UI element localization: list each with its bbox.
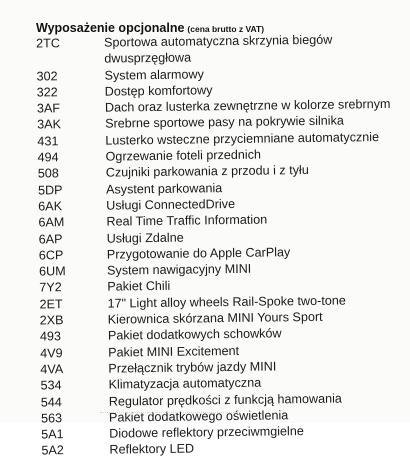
faded-bottom-text [100,412,240,419]
option-description: Ogrzewanie foteli przednich [105,147,262,164]
option-description: Kierownica skórzana MINI Yours Sport [107,309,323,327]
option-code: 322 [36,85,58,100]
option-code: 6UM [38,264,66,279]
option-description: Regulator prędkości z funkcją hamowania [108,391,342,409]
option-code: 563 [40,411,63,426]
option-code: 5A2 [41,443,64,458]
option-description: Usługi ConnectedDrive [106,196,236,213]
option-description: Dach oraz lusterka zewnętrzne w kolorze srebrnym [104,97,391,115]
option-description: System nawigacyjny MINI [106,261,252,278]
option-code: 544 [40,394,62,410]
option-description: Pakiet dodatkowego oświetlenia [108,408,289,425]
option-code: 431 [37,134,59,149]
option-code: 6AP [38,231,63,247]
option-code: 4V9 [40,345,63,361]
option-code: 534 [40,378,62,393]
option-description: Reflektory LED [109,441,195,458]
option-code: 302 [36,68,58,84]
option-code: 494 [37,150,59,165]
option-description: Dostęp komfortowy [104,83,213,99]
option-description: Czujniki parkowania z przodu i z tyłu [105,163,309,181]
option-description: Srebrne sportowe pasy na pokrywie silnika [105,113,344,132]
option-code: 5A1 [41,427,64,442]
option-code: 6AK [38,199,63,214]
option-description: Pakiet dodatkowych schowków [107,326,282,343]
option-description: Usługi Zdalne [106,230,184,246]
option-code: 4VA [40,362,64,377]
option-description: Sportowa automatyczna skrzynia biegów [104,32,333,50]
heading-price-note: (cena brutto z VAT) [187,24,265,34]
option-description: Lusterko wsteczne przyciemniane automatycznie [105,129,380,148]
option-description: dwusprzęgłowa [104,50,192,66]
option-description: Pakiet MINI Excitement [108,343,240,360]
option-description: Przełącznik trybów jazdy MINI [108,359,277,376]
heading-title: Wyposażenie opcjonalne [36,21,185,35]
option-description: Diodowe reflektory przeciwmgielne [109,424,304,441]
option-description: Przygotowanie do Apple CarPlay [106,245,291,262]
option-description: Real Time Traffic Information [106,212,268,229]
option-code: 2XB [39,313,64,328]
option-code: 2ET [39,296,63,312]
option-code: 6CP [38,248,64,263]
option-code: 7Y2 [39,280,62,295]
option-code: 3AK [37,117,62,133]
option-code: 5DP [37,182,63,198]
option-description: Klimatyzacja automatyczna [108,375,262,392]
option-code: 508 [37,166,59,181]
option-code: 493 [39,329,62,344]
options-list [0,31,410,460]
option-code: 2TC [36,36,60,51]
option-code [36,51,96,52]
option-code: 3AF [36,101,61,116]
option-description: 17" Light alloy wheels Rail-Spoke two-tone [107,293,346,311]
option-description: Asystent parkowania [105,180,223,197]
option-description: System alarmowy [104,66,204,83]
option-description: Pakiet Chili [107,279,171,295]
option-code: 6AM [38,215,65,230]
